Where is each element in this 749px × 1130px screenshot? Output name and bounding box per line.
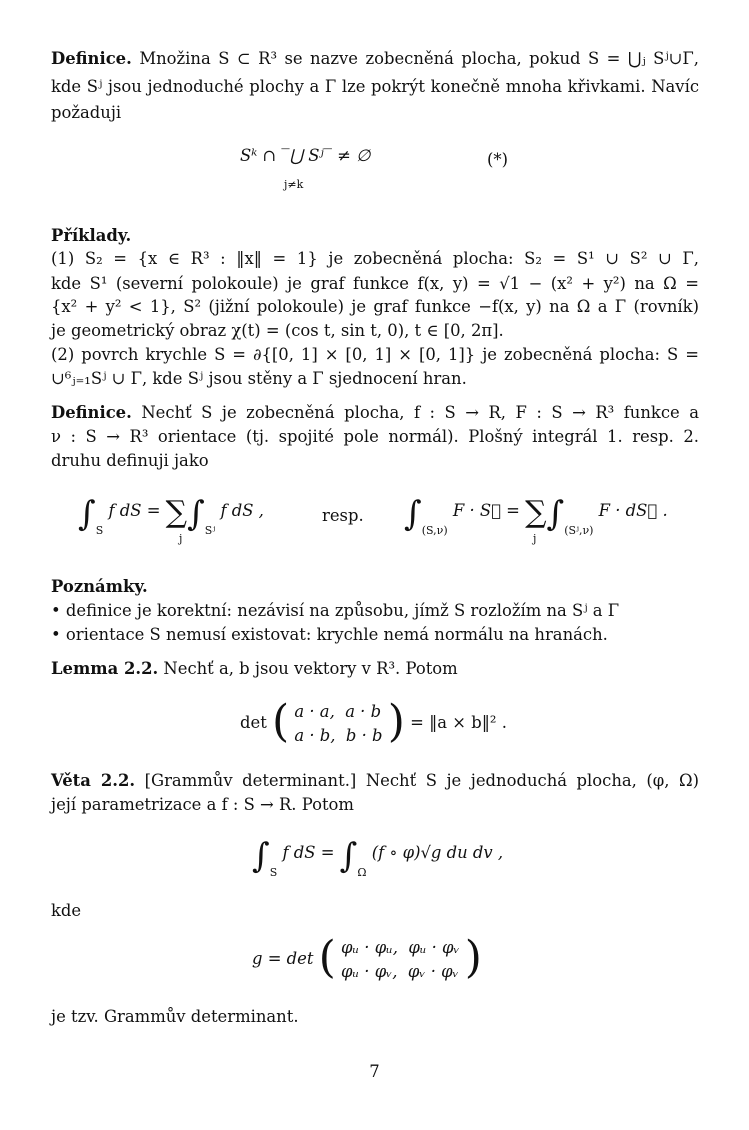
lemma-m21: a · b, xyxy=(294,725,336,745)
examples-line6: ∪⁶ⱼ₌₁Sʲ ∪ Γ, kde Sʲ jsou stěny a Γ sjednocení hran. xyxy=(51,369,467,388)
theorem-label: Věta 2.2. xyxy=(51,771,136,790)
def1-formula-text: Sᵏ ∩ ‾⋃ Sʲ‾ ≠ ∅ xyxy=(240,146,371,165)
lemma-label: Lemma 2.2. xyxy=(51,659,159,678)
examples-line5: (2) povrch krychle S = ∂{[0, 1] × [0, 1] × [0, 1]} je zobecněná plocha: S = xyxy=(51,345,699,364)
lemma-m11: a · a, xyxy=(294,701,335,721)
theorem-line2: její parametrizace a f : S → R. Potom xyxy=(51,795,354,814)
theorem-kde: kde xyxy=(51,901,82,920)
def1-label: Definice. xyxy=(51,49,132,68)
def2-resp: resp. xyxy=(322,506,364,525)
theorem-g-lhs: g = det xyxy=(252,949,314,968)
examples-line3: {x² + y² < 1}, S² (jižní polokoule) je graf funkce −f(x, y) na Ω a Γ (rovník) xyxy=(51,297,699,316)
notes-item2: • orientace S nemusí existovat: krychle nemá normálu na hranách. xyxy=(51,625,608,644)
theorem-closing: je tzv. Grammův determinant. xyxy=(51,1007,299,1026)
examples-line1: (1) S₂ = {x ∈ R³ : ‖x‖ = 1} je zobecněná plocha: S₂ = S¹ ∪ S² ∪ Γ, xyxy=(51,249,699,268)
def2-line2: ν : S → R³ orientace (tj. spojité pole normál). Plošný integrál 1. resp. 2. xyxy=(51,427,699,446)
notes-item1: • definice je korektní: nezávisí na způsobu, jímž S rozložím na Sʲ a Γ xyxy=(51,601,620,620)
def1-formula xyxy=(240,146,370,165)
examples-line4: je geometrický obraz χ(t) = (cos t, sin t, 0), t ∈ [0, 2π]. xyxy=(51,321,504,340)
def2-line3: druhu definuji jako xyxy=(51,451,209,470)
def2-label: Definice. xyxy=(51,403,132,422)
lemma-matrix xyxy=(294,700,382,748)
lemma-rhs: = ‖a × b‖² . xyxy=(410,713,507,732)
page-number: 7 xyxy=(369,1062,380,1081)
def1-line2: kde Sʲ jsou jednoduché plochy a Γ lze pokrýt konečně mnoha křivkami. Navíc xyxy=(51,77,699,96)
theorem-gram-formula: g = det ( φᵤ · φᵤ, φᵤ · φᵥ φᵤ · φᵥ, φᵥ · φᵥ ) xyxy=(252,932,482,983)
lemma-m12: a · b xyxy=(345,701,382,721)
def1-line3: požaduji xyxy=(51,103,122,122)
lemma-det: det xyxy=(240,713,267,732)
theorem-formula: $\int_S$ f dS = $\int_\Omega$ (f ∘ φ)√g du dv , xyxy=(252,836,504,879)
examples-line2: kde S¹ (severní polokoule) je graf funkce f(x, y) = √1 − (x² + y²) na Ω = xyxy=(51,274,699,293)
notes-heading: Poznámky. xyxy=(51,577,148,596)
def1-tag: (*) xyxy=(487,150,508,169)
theorem-matrix xyxy=(341,936,460,984)
lemma-m22: b · b xyxy=(345,725,383,745)
theorem-g11: φᵤ · φᵤ, xyxy=(341,937,398,957)
theorem-text1: [Grammův determinant.] Nechť S je jednoduchá plocha, (φ, Ω) xyxy=(144,771,699,790)
theorem-g22: φᵥ · φᵥ xyxy=(407,961,459,981)
def2-integral-first-kind: $\int_S$ f dS = $\sum\int_{Sʲ}$ f dS , xyxy=(78,494,264,537)
def2-sum-index-j: j xyxy=(179,532,183,545)
def1-formula-under: j≠k xyxy=(284,178,304,191)
def1-text1: Množina S ⊂ R³ se nazve zobecněná plocha, pokud S = ⋃ⱼ Sʲ∪Γ, xyxy=(139,49,700,68)
def2-sum-index-j2: j xyxy=(533,532,537,545)
def1-line1 xyxy=(51,48,699,70)
def2-line1 xyxy=(51,402,699,424)
theorem-line1 xyxy=(51,770,699,792)
theorem-g21: φᵤ · φᵥ, xyxy=(341,961,398,981)
examples-heading: Příklady. xyxy=(51,226,132,245)
theorem-g12: φᵤ · φᵥ xyxy=(408,937,460,957)
lemma-formula: det ( a · a, a · b a · b, b · b ) = ‖a × b‖² . xyxy=(240,696,507,747)
lemma-line xyxy=(51,658,699,680)
def2-integral-second-kind: $\int_{(S,\nu)}$ F · S⃗ = $\sum\int_{(Sʲ,\nu)}$ F · dS⃗ . xyxy=(404,494,668,537)
def2-text1: Nechť S je zobecněná plocha, f : S → R, F : S → R³ funkce a xyxy=(141,403,699,422)
lemma-text: Nechť a, b jsou vektory v R³. Potom xyxy=(163,659,458,678)
